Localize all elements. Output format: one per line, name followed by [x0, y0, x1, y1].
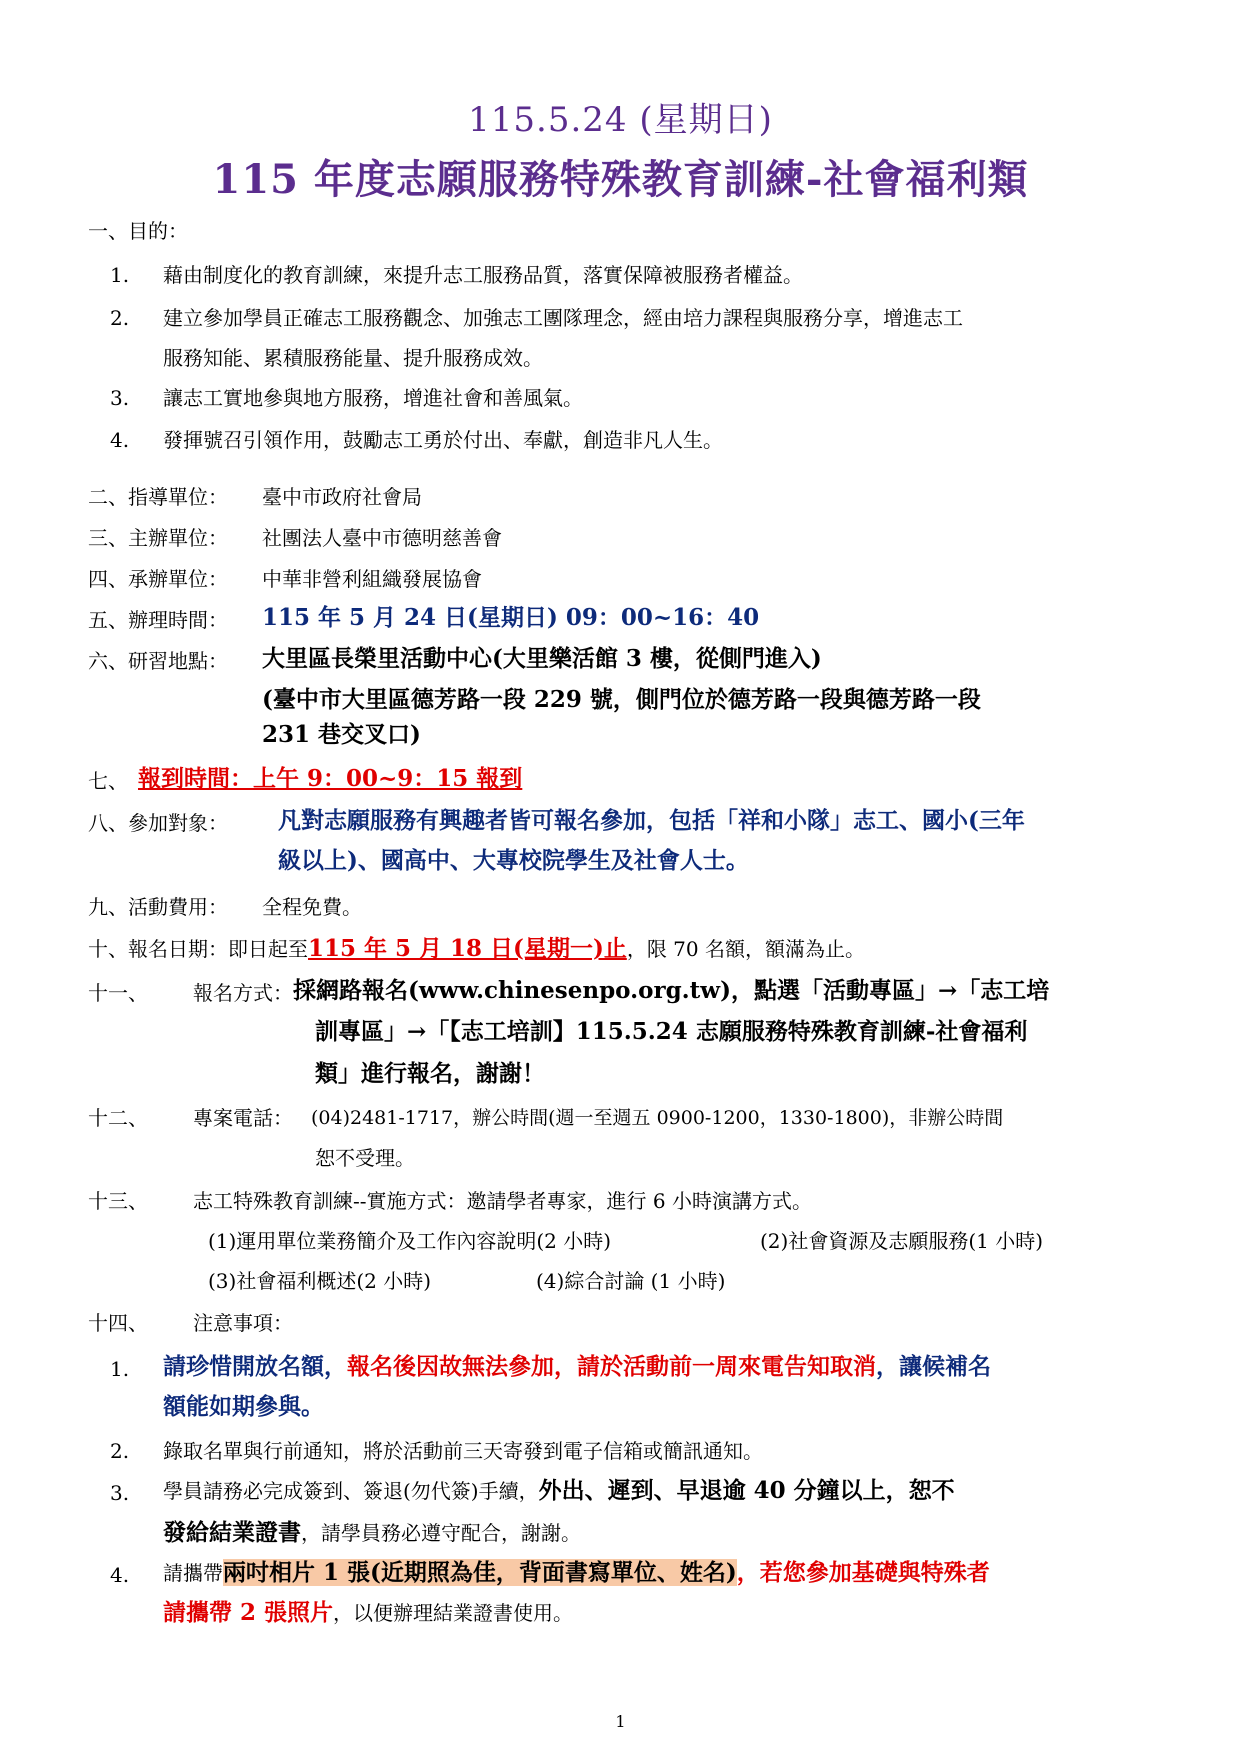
purpose-num-1: 1.: [110, 263, 130, 287]
course-3: (3)社會福利概述(2 小時): [208, 1269, 432, 1293]
purpose-item-4: 發揮號召引領作用，鼓勵志工勇於付出、奉獻，創造非凡人生。: [163, 428, 723, 452]
section-notes-label: 注意事項：: [193, 1311, 293, 1335]
phone-value-cont: 恕不受理。: [315, 1146, 415, 1170]
section-venue-address-cont: 231 巷交叉口): [262, 721, 421, 748]
registration-deadline: 115 年 5 月 18 日(星期一)止: [308, 935, 627, 962]
section-method-value: 志工特殊教育訓練--實施方式：邀請學者專家，進行 6 小時演講方式。: [193, 1189, 812, 1213]
section-register-method-label: 報名方式：: [193, 981, 293, 1005]
note-4-d: 請攜帶 2 張照片: [163, 1599, 334, 1626]
section-phone-num: 十二、: [88, 1106, 148, 1130]
note-2-text: 錄取名單與行前通知，將於活動前三天寄發到電子信箱或簡訊通知。: [163, 1439, 763, 1463]
note-4-line-2: [163, 1600, 573, 1626]
section-venue-label: 六、研習地點：: [88, 649, 228, 673]
note-3-b: 外出、遲到、早退逾 40 分鐘以上，恕不: [538, 1477, 955, 1504]
purpose-num-3: 3.: [110, 386, 130, 410]
section-phone-label: 專案電話：: [193, 1106, 293, 1130]
section-organizer-value: 社團法人臺中市德明慈善會: [262, 526, 502, 550]
registration-date-post: ，限 70 名額，額滿為止。: [626, 937, 865, 961]
section-venue-value: 大里區長榮里活動中心(大里樂活館 3 樓，從側門進入): [262, 645, 822, 672]
section-target-value-cont: 級以上)、國高中、大專校院學生及社會人士。: [278, 847, 749, 874]
course-2: (2)社會資源及志願服務(1 小時): [760, 1229, 1044, 1253]
page-title: 115 年度志願服務特殊教育訓練-社會福利類: [212, 156, 1029, 203]
registration-date-pre: 即日起至: [228, 937, 308, 961]
registration-date-label: 十、報名日期：: [88, 937, 228, 961]
section-organizer-label: 三、主辦單位：: [88, 526, 228, 550]
section-registration-date-label: [88, 936, 865, 962]
purpose-item-2-cont: 服務知能、累積服務能量、提升服務成效。: [163, 346, 543, 370]
section-coorganizer-label: 四、承辦單位：: [88, 567, 228, 591]
note-3-a: 學員請務必完成簽到、簽退(勿代簽)手續，: [163, 1479, 539, 1503]
note-4-line-1: [163, 1560, 990, 1586]
purpose-item-3: 讓志工實地參與地方服務，增進社會和善風氣。: [163, 386, 583, 410]
note-1-b: 報名後因故無法參加，請於活動前一周來電告知取消: [347, 1353, 876, 1380]
register-method-line-1: 採網路報名(www.chinesenpo.org.tw)，點選「活動專區」→「志工培: [293, 977, 1050, 1004]
note-4-a: 請攜帶: [163, 1561, 223, 1585]
note-num-2: 2.: [110, 1439, 130, 1463]
note-num-4: 4.: [110, 1563, 130, 1587]
register-method-line-2: 訓專區」→「【志工培訓】115.5.24 志願服務特殊教育訓練-社會福利: [315, 1018, 1028, 1045]
note-1-a: 請珍惜開放名額，: [163, 1353, 347, 1380]
page-number: 1: [615, 1712, 626, 1731]
section-supervisor-value: 臺中市政府社會局: [262, 485, 422, 509]
section-method-num: 十三、: [88, 1189, 148, 1213]
section-time-value: 115 年 5 月 24 日(星期日) 09：00~16：40: [262, 604, 760, 631]
section-target-value: 凡對志願服務有興趣者皆可報名參加，包括「祥和小隊」志工、國小(三年: [278, 807, 1025, 834]
purpose-item-1: 藉由制度化的教育訓練，來提升志工服務品質，落實保障被服務者權益。: [163, 263, 803, 287]
purpose-num-4: 4.: [110, 428, 130, 452]
note-1-d: 額能如期參與。: [163, 1393, 324, 1420]
event-date: 115.5.24 (星期日): [468, 100, 773, 140]
course-1: (1)運用單位業務簡介及工作內容說明(2 小時): [208, 1229, 612, 1253]
purpose-num-2: 2.: [110, 306, 130, 330]
note-1-c: ，讓候補名: [876, 1353, 991, 1380]
note-num-1: 1.: [110, 1357, 130, 1381]
phone-value: (04)2481-1717，辦公時間(週一至週五 0900-1200，1330-1800)，非辦公時間: [311, 1107, 1004, 1129]
note-3-line-1: [163, 1478, 955, 1504]
note-3-c: 發給結業證書: [163, 1519, 301, 1546]
note-3-d: ，請學員務必遵守配合，謝謝。: [301, 1521, 581, 1545]
section-coorganizer-value: 中華非營利組織發展協會: [262, 567, 482, 591]
section-notes-num: 十四、: [88, 1311, 148, 1335]
section-time-label: 五、辦理時間：: [88, 608, 228, 632]
course-4: (4)綜合討論 (1 小時): [536, 1269, 726, 1293]
section-venue-address: (臺中市大里區德芳路一段 229 號，側門位於德芳路一段與德芳路一段: [262, 686, 981, 713]
section-purpose-label: 一、目的：: [88, 219, 188, 243]
note-4-c: ，若您參加基礎與特殊者: [736, 1559, 990, 1586]
section-target-label: 八、參加對象：: [88, 811, 228, 835]
note-1-line-1: [163, 1354, 991, 1380]
register-method-line-3: 類」進行報名，謝謝！: [315, 1060, 545, 1087]
section-checkin-label: 七、: [88, 769, 128, 793]
note-4-e: ，以便辦理結業證書使用。: [333, 1601, 574, 1625]
section-register-method-num: 十一、: [88, 981, 148, 1005]
section-fee-value: 全程免費。: [262, 895, 362, 919]
note-num-3: 3.: [110, 1481, 130, 1505]
purpose-item-2: 建立參加學員正確志工服務觀念、加強志工團隊理念，經由培力課程與服務分享，增進志工: [163, 306, 963, 330]
note-3-line-2: [163, 1520, 581, 1546]
section-supervisor-label: 二、指導單位：: [88, 485, 228, 509]
note-4-b: 兩吋相片 1 張(近期照為佳，背面書寫單位、姓名): [223, 1559, 737, 1586]
section-checkin-value: 報到時間：上午 9：00~9：15 報到: [138, 765, 523, 792]
section-fee-label: 九、活動費用：: [88, 895, 228, 919]
